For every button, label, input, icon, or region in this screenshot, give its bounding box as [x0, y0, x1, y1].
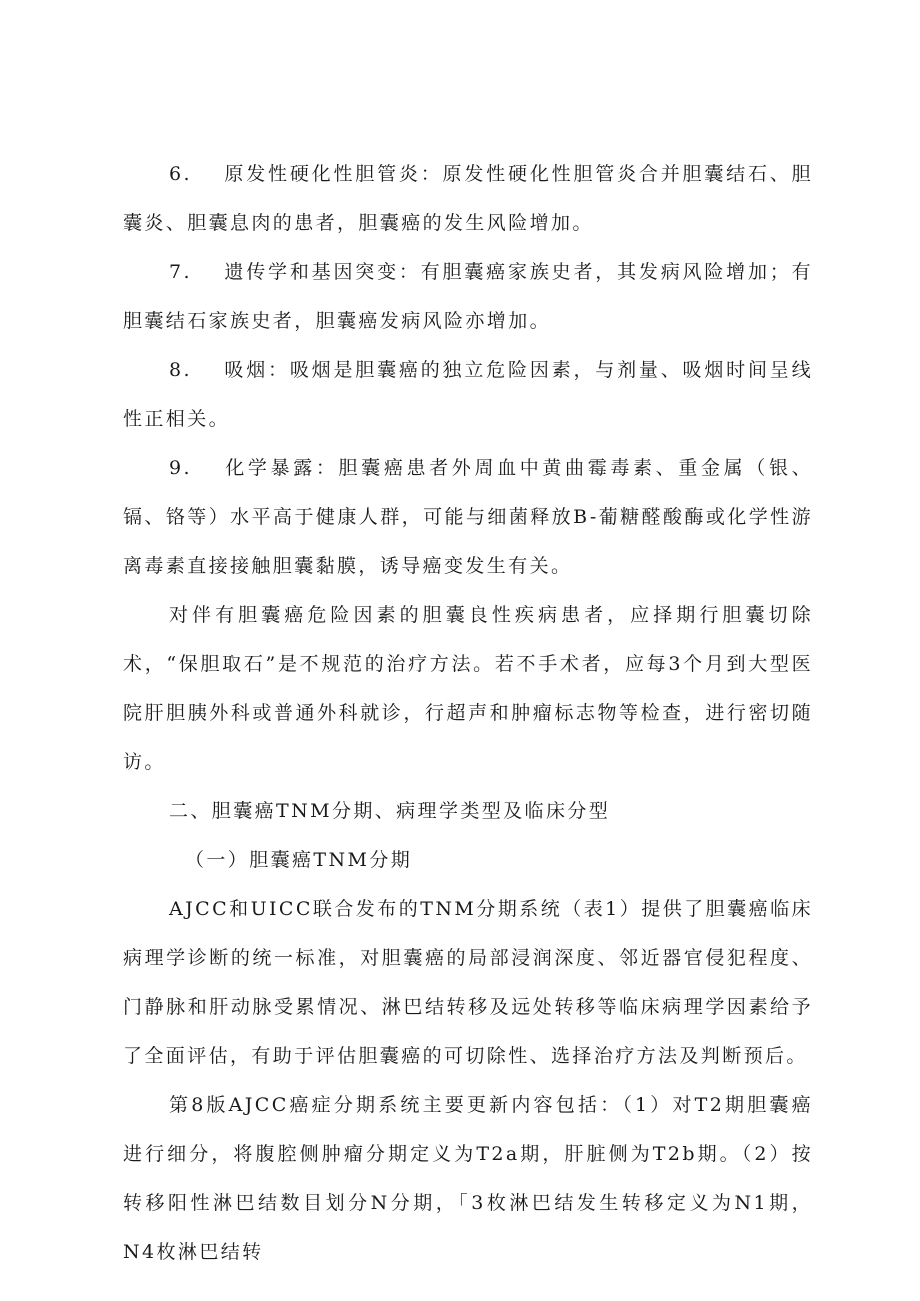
list-item: [123, 150, 813, 248]
list-item-number: 8.: [169, 359, 192, 381]
list-item-number: 6.: [169, 163, 192, 185]
section-heading: 二、胆囊癌TNM分期、病理学类型及临床分型: [169, 800, 611, 822]
document-body: [123, 150, 813, 1277]
list-item-text: 化学暴露：胆囊癌患者外周血中黄曲霉毒素、重金属（银、镉、铬等）水平高于健康人群，可能与细菌释放B-葡糖醛酸酶或化学性游离毒素直接接触胆囊黏膜，诱导癌变发生有关。: [123, 457, 813, 577]
list-item-text: 吸烟：吸烟是胆囊癌的独立危险因素，与剂量、吸烟时间呈线性正相关。: [123, 359, 813, 430]
paragraph-ajcc8: 第8版AJCC癌症分期系统主要更新内容包括：（1）对T2期胆囊癌进行细分，将腹腔侧肿瘤分期定义为T2a期，肝脏侧为T2b期。（2）按转移阳性淋巴结数目划分N分期，「3枚淋巴结发生转移定义为N1期，N4枚淋巴结转: [123, 1094, 813, 1263]
paragraph-followup: 对伴有胆囊癌危险因素的胆囊良性疾病患者，应择期行胆囊切除术，“保胆取石”是不规范的治疗方法。若不手术者，应每3个月到大型医院肝胆胰外科或普通外科就诊，行超声和肿瘤标志物等检查，进行密切随访。: [123, 604, 813, 773]
list-item-text: 原发性硬化性胆管炎：原发性硬化性胆管炎合并胆囊结石、胆囊炎、胆囊息肉的患者，胆囊癌的发生风险增加。: [123, 163, 813, 234]
list-item: [123, 346, 813, 444]
list-item-number: 7.: [169, 261, 192, 283]
subsection-heading: （一）胆囊癌TNM分期: [185, 849, 413, 871]
paragraph-tnm: AJCC和UICC联合发布的TNM分期系统（表1）提供了胆囊癌临床病理学诊断的统一标准，对胆囊癌的局部浸润深度、邻近器官侵犯程度、门静脉和肝动脉受累情况、淋巴结转移及远处转移等临床病理学因素给予了全面评估，有助于评估胆囊癌的可切除性、选择治疗方法及判断预后。: [123, 898, 813, 1067]
list-item: [123, 248, 813, 346]
list-item-text: 遗传学和基因突变：有胆囊癌家族史者，其发病风险增加；有胆囊结石家族史者，胆囊癌发病风险亦增加。: [123, 261, 813, 332]
list-item: [123, 444, 813, 591]
list-item-number: 9.: [169, 457, 192, 479]
